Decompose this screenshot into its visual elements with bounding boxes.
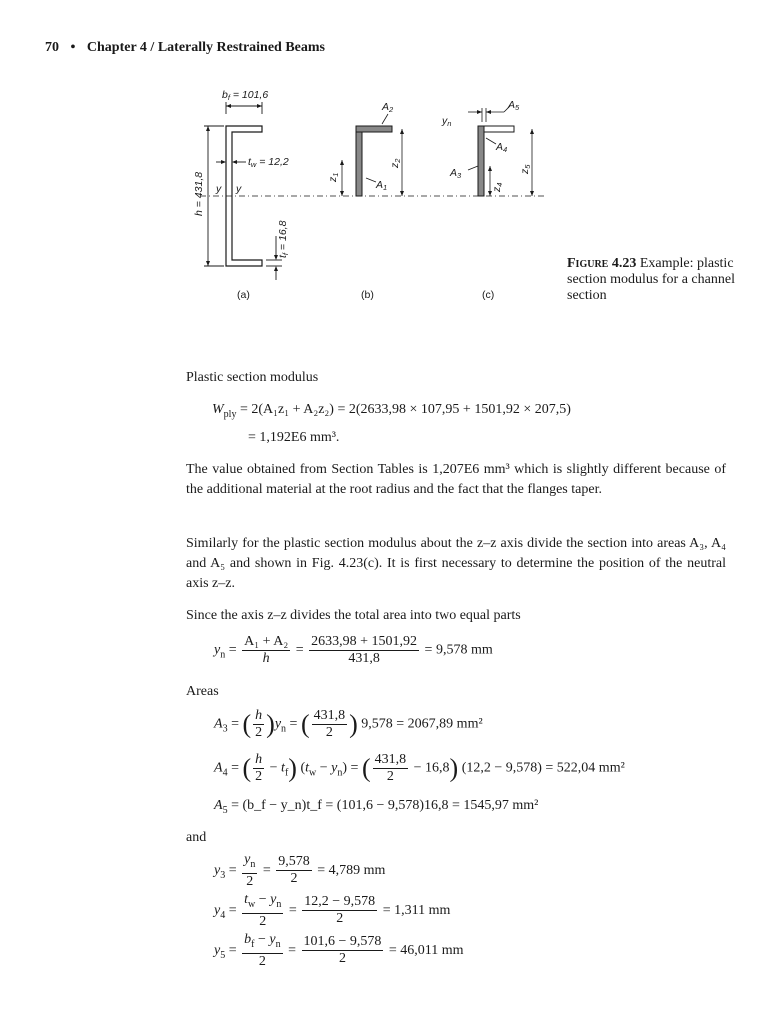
label-A3: A3	[450, 167, 462, 180]
page-number: 70	[45, 40, 59, 55]
sublabel-c: (c)	[482, 289, 495, 301]
sublabel-a: (a)	[237, 289, 250, 301]
label-z1: z1	[327, 172, 340, 182]
figure-svg	[186, 82, 556, 304]
equation-a5: $A_5$ = (b_f − y_n)t_f = (101,6 − 9,578)16,8 = 1545,97 mm²	[214, 798, 539, 816]
label-A4: A4	[496, 141, 508, 154]
label-y-right: y	[236, 183, 242, 195]
equation-a4: $A_4$ = ( $\frac{h}{2}$ − $t_f$) $(t_w - y_n)$ = ( $\frac{431,8}{2}$ − 16,8) (12,2 − 9,578) = 522,04 mm²	[214, 752, 625, 784]
label-tf: tf = 16,8	[277, 220, 290, 258]
equation-yn: $y_n$ = $\frac{\text{A₁ + A₂}}{h}$ = $\frac{2633,98 + 1501,92}{431,8}$ = 9,578 mm	[214, 634, 493, 666]
label-A5: A5	[508, 99, 520, 112]
caption-label: Figure 4.23	[567, 256, 637, 271]
sublabel-b: (b)	[361, 289, 374, 301]
label-bf: bf = 101,6	[222, 89, 269, 102]
label-A1: A1	[376, 179, 388, 192]
equation-a3: $A_3$ = ( $\frac{h}{2}$ )$y_n$ = ( $\frac{431,8}{2}$ ) 9,578 = 2067,89 mm²	[214, 708, 483, 740]
equation-wply: $W_{ply} = 2(A_1z_1 + A_2z_2) = 2(2633,98 \times 107,95 + 1501,92 \times 207,5)$	[212, 402, 571, 420]
equation-y3: $y_3$ = $\frac{y_n}{2}$ = $\frac{9,578}{2}$ = 4,789 mm	[214, 852, 386, 889]
figure-caption	[567, 256, 747, 304]
equation-y5: $y_5$ = $\frac{b_f - y_n}{2}$ = $\frac{101,6 - 9,578}{2}$ = 46,011 mm	[214, 932, 464, 969]
label-h: h = 431,8	[193, 171, 205, 216]
paragraph-z-axis: Similarly for the plastic section modulus about the z–z axis divide the section into areas A₃, A₄ and A₅ and shown in Fig. 4.23(c). It is first necessary to determine the position of the neutral axis z–z.	[186, 536, 726, 591]
label-z4: z4	[491, 182, 504, 192]
header-bullet: •	[70, 40, 76, 55]
channel-section-figure	[186, 82, 556, 304]
running-header	[45, 40, 325, 56]
label-areas: Areas	[186, 684, 219, 699]
paragraph-plastic-modulus: Plastic section modulus	[186, 370, 319, 385]
chapter-title: Chapter 4 / Laterally Restrained Beams	[86, 40, 326, 55]
equation-wply-result: = 1,192E6 mm³.	[248, 430, 340, 445]
label-yn: yn	[442, 115, 452, 128]
label-y-left: y	[216, 183, 222, 195]
label-tw: tw = 12,2	[248, 156, 289, 169]
paragraph-equal-parts: Since the axis z–z divides the total area into two equal parts	[186, 608, 521, 623]
paragraph-section-tables: The value obtained from Section Tables is 1,207E6 mm³ which is slightly different because of the additional material at the root radius and the fact that the flanges taper.	[186, 462, 726, 497]
label-and: and	[186, 830, 207, 845]
body-text	[186, 368, 726, 388]
label-A2: A2	[382, 101, 394, 114]
half-section-diagram-b	[342, 114, 402, 196]
caption-text: Example: plastic section modulus for a channel section	[567, 256, 735, 303]
label-z5: z5	[519, 164, 532, 174]
label-z2: z2	[389, 158, 402, 168]
equation-y4: $y_4$ = $\frac{t_w - y_n}{2}$ = $\frac{12,2 - 9,578}{2}$ = 1,311 mm	[214, 892, 451, 929]
